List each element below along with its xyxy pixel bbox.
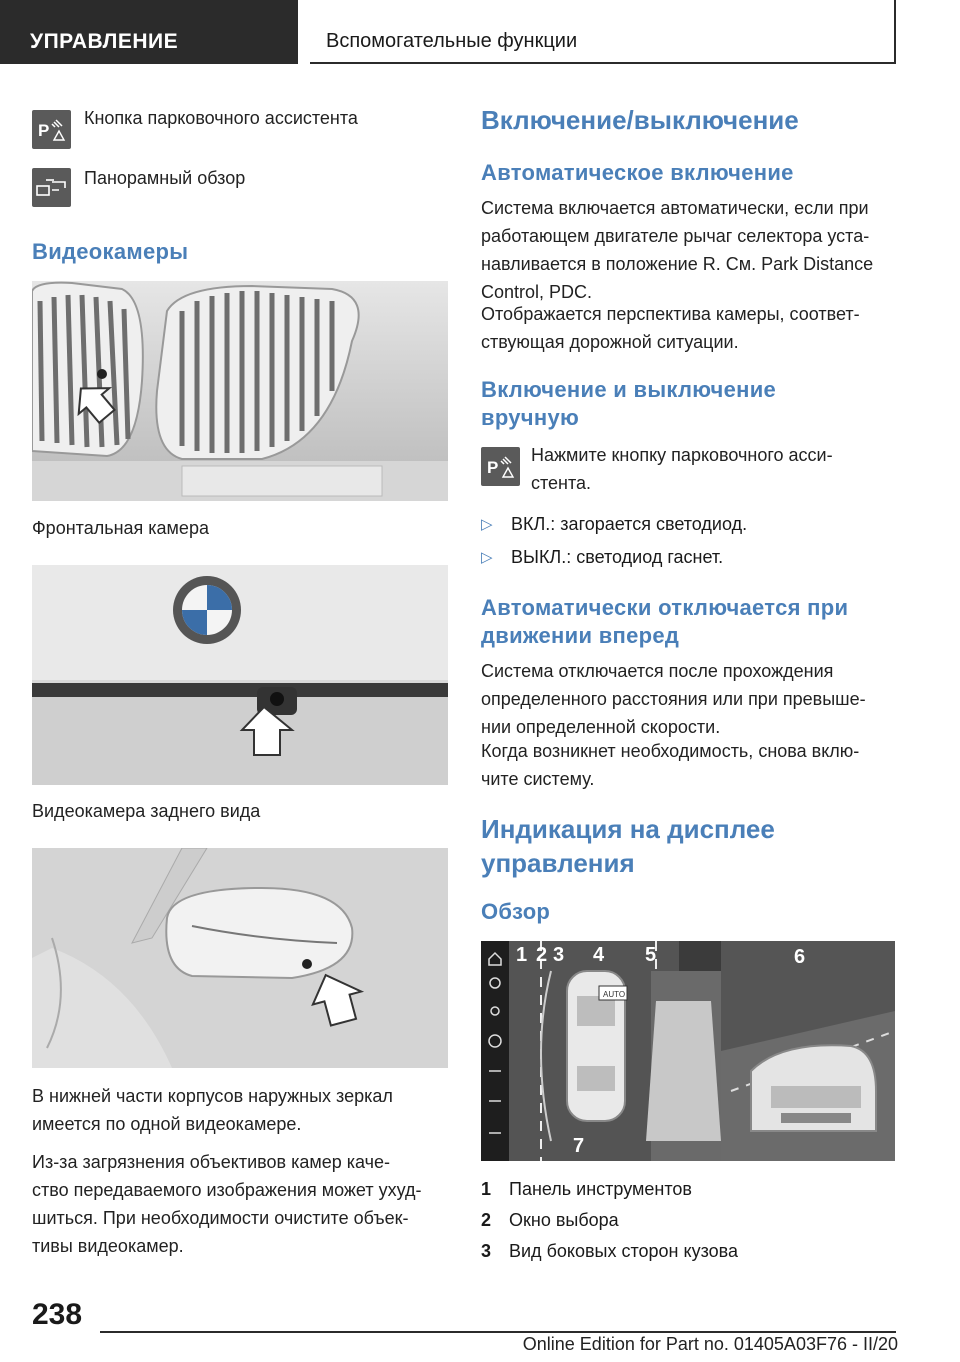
auto-on-text-2: Отображается перспектива камеры, соответ- ствующая дорожной ситуации.: [481, 304, 860, 352]
auto-badge: AUTO: [603, 990, 626, 999]
section-title: Индикация на дисплее управления: [481, 814, 775, 878]
edition-footer: Online Edition for Part no. 01405A03F76 - II/20: [522, 1334, 898, 1354]
mirror-camera-text: В нижней части корпусов наружных зеркал имеется по одной видеокамере.: [32, 1086, 393, 1134]
icon-item-label: Кнопка парковочного ассистента: [84, 108, 358, 128]
triangle-bullet-icon: ▷: [481, 516, 493, 533]
front-camera-photo: [32, 281, 448, 501]
panorama-view-icon: [32, 168, 71, 207]
section-title: Включение/выключение: [481, 105, 799, 135]
callout-label: 3: [553, 944, 565, 966]
callout-label: 7: [573, 1135, 585, 1157]
dirty-lens-text: Из-за загрязнения объективов камер каче- ство передаваемого изображения может ухуд- шиться. При необходимости очистите объек- тивы видеокамер.: [32, 1152, 422, 1256]
callout-label: 2: [536, 944, 548, 966]
footer-divider: [100, 1331, 896, 1333]
mirror-camera-photo: [32, 848, 448, 1068]
subsection-heading: Включение и выключение вручную: [481, 377, 777, 430]
section-heading: Видеокамеры: [32, 239, 189, 264]
icon-item-label: Панорамный обзор: [84, 168, 246, 188]
svg-text:P: P: [487, 458, 499, 477]
callout-label: 5: [645, 944, 657, 966]
manual-instruction: Нажмите кнопку парковочного асси- стента.: [531, 445, 833, 493]
auto-on-text: Система включается автоматически, если при работающем двигателе рычаг селектора уста- навливается в положение R. См. Park Distance Control, PDC.: [481, 198, 874, 302]
section-tab: УПРАВЛЕНИЕ: [0, 0, 298, 64]
callout-label: 6: [794, 946, 806, 968]
subsection-heading: Обзор: [481, 899, 551, 924]
rear-camera-caption: Видеокамера заднего вида: [32, 801, 261, 821]
subsection-heading: Автоматическое включение: [481, 160, 794, 185]
display-screenshot: [481, 941, 895, 1161]
subsection-heading: Автоматически отключается при движении вперед: [481, 595, 849, 648]
page-number: 238: [32, 1298, 83, 1331]
rear-camera-photo: [32, 565, 448, 785]
auto-off-text: Система отключается после прохождения определенного расстояния или при превыше- нии определенной скорости.: [481, 661, 866, 737]
callout-label: 4: [593, 944, 605, 966]
auto-off-text-2: Когда возникнет необходимость, снова вклю- чите систему.: [481, 741, 860, 789]
front-camera-caption: Фронтальная камера: [32, 518, 209, 538]
parking-assistant-button-icon: [481, 447, 520, 486]
chapter-title: Вспомогательные функции: [310, 0, 896, 64]
svg-text:P: P: [38, 121, 50, 140]
parking-assistant-button-icon: [32, 110, 71, 149]
triangle-bullet-icon: ▷: [481, 549, 493, 566]
callout-label: 1: [516, 944, 528, 966]
